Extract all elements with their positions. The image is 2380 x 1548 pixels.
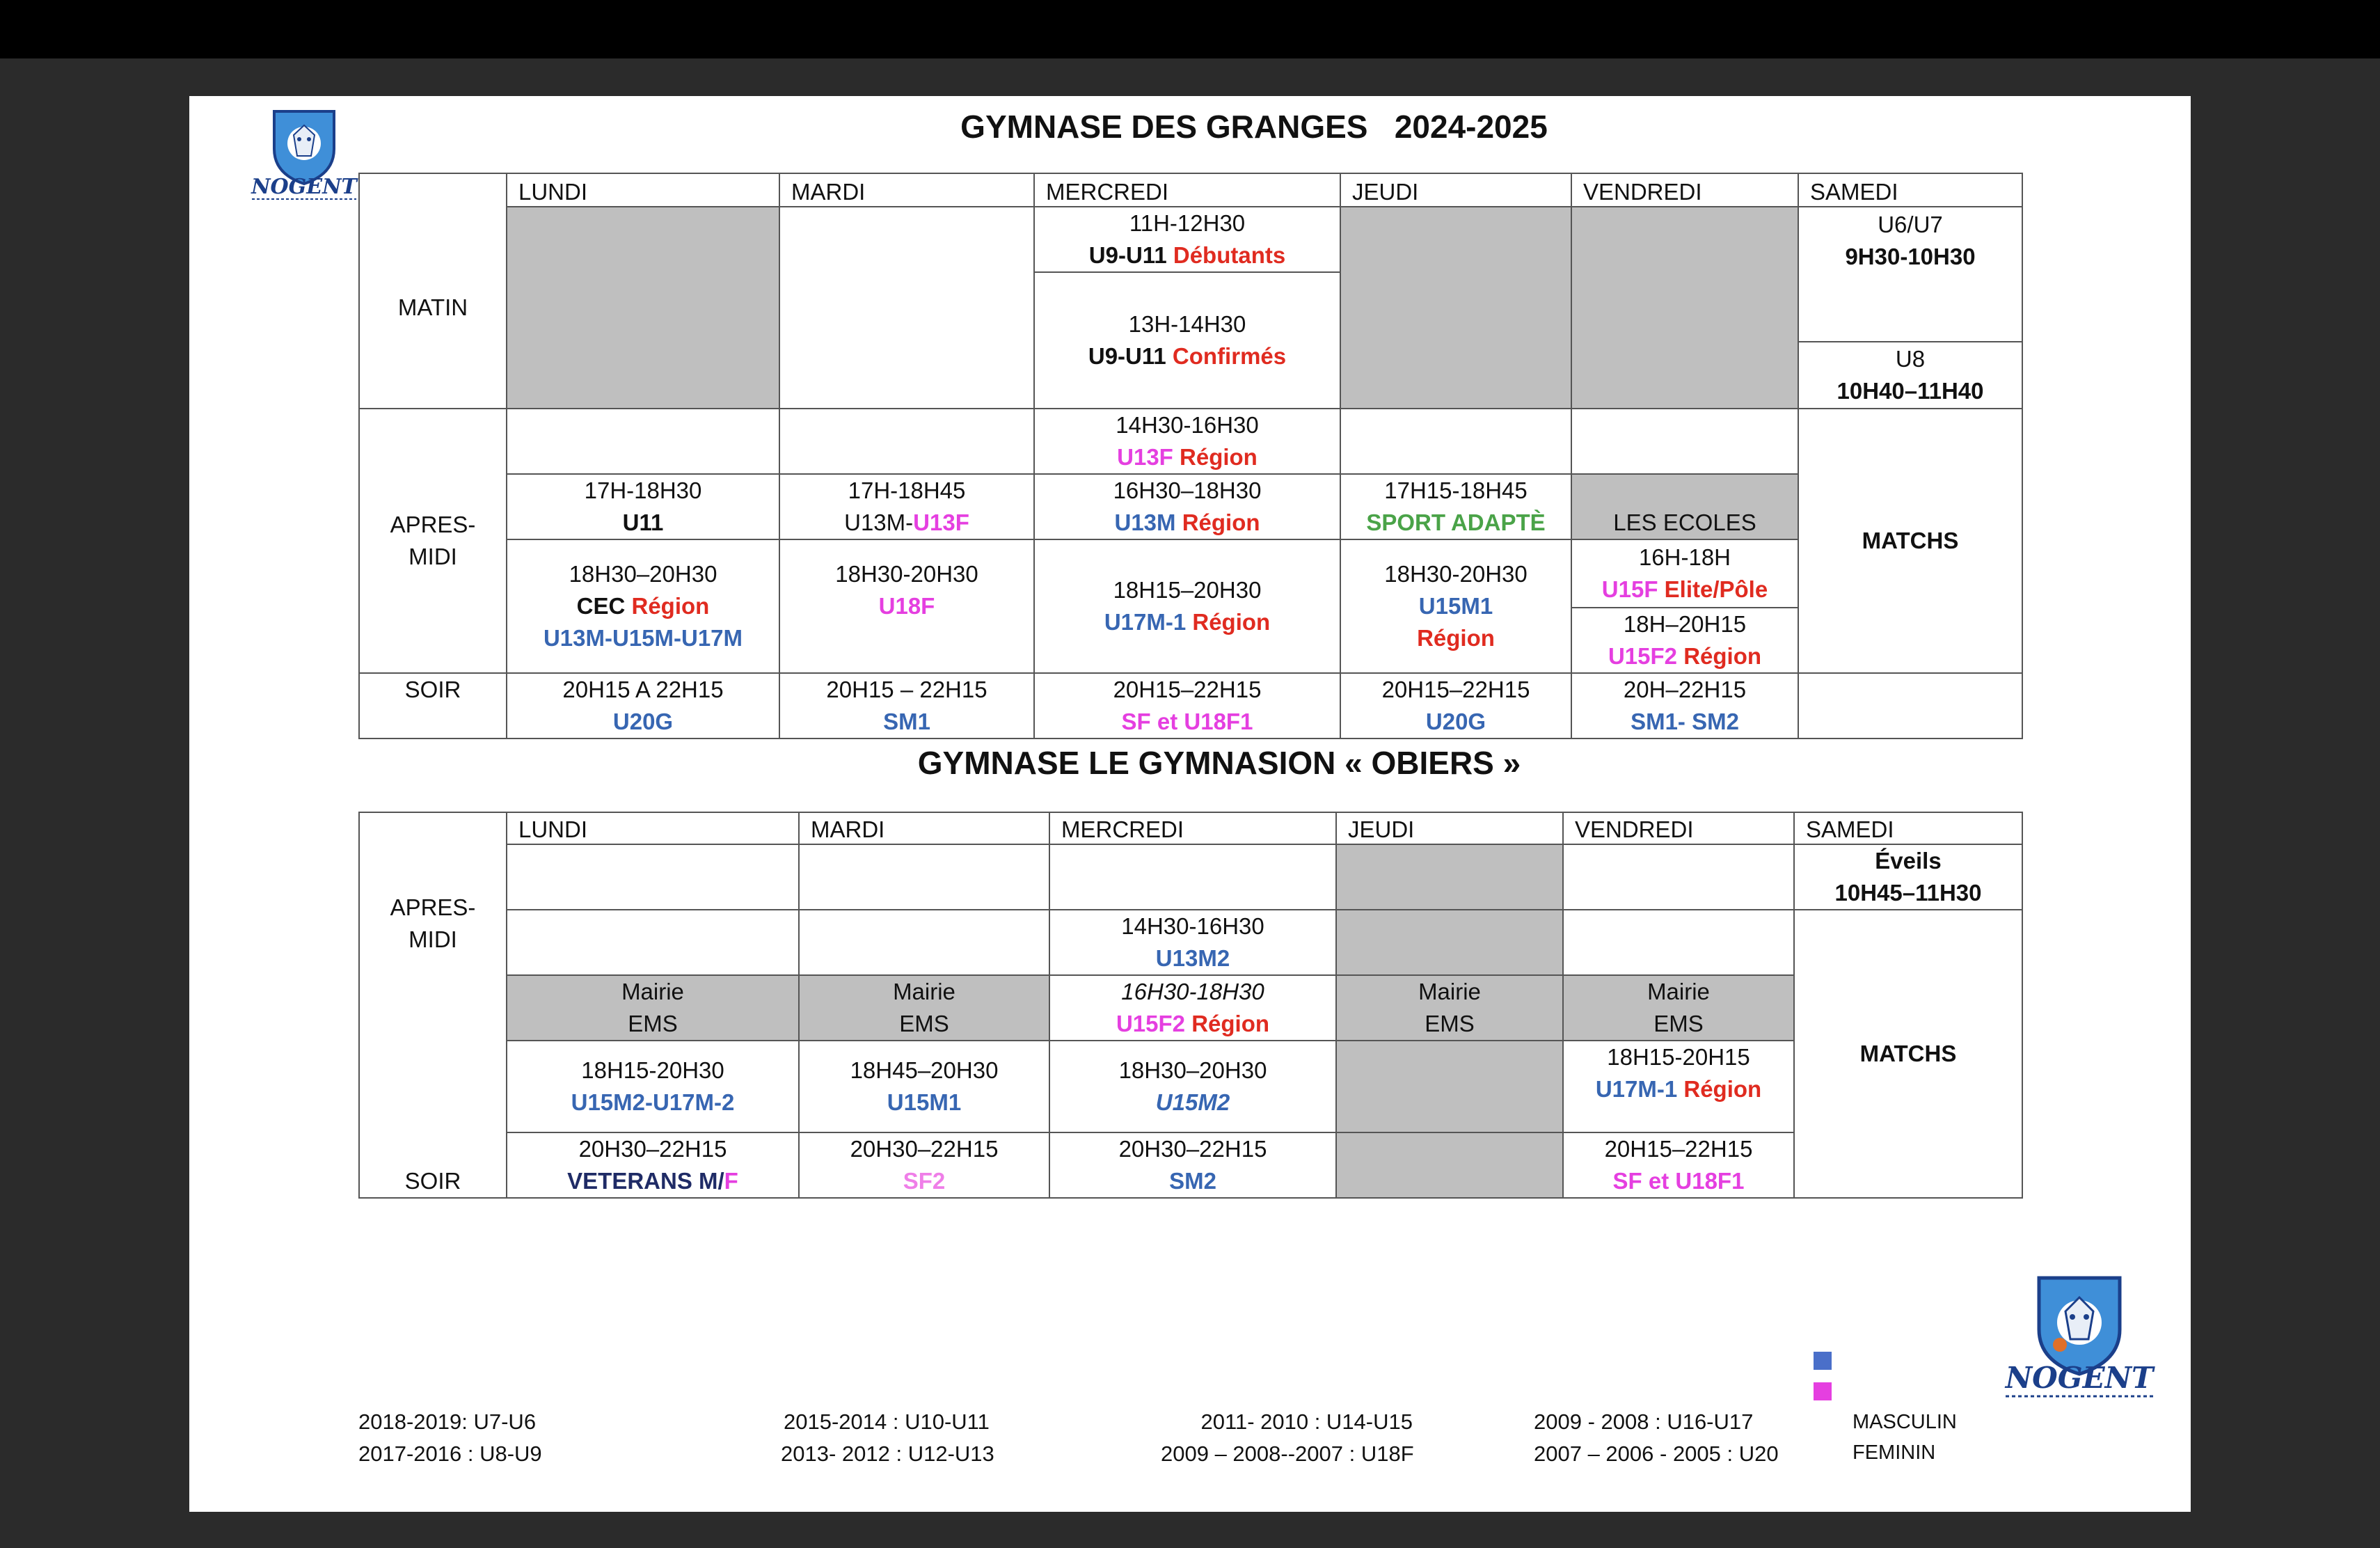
period-apres-midi: APRES- MIDI	[359, 409, 507, 673]
slot-lundi-apres-2: 17H-18H30 U11	[507, 474, 779, 539]
slot-samedi-matin-1: U6/U7 9H30-10H30	[1798, 207, 2022, 342]
cell-empty	[1049, 844, 1336, 910]
period-soir: SOIR	[359, 1132, 507, 1198]
period-matin: MATIN	[359, 207, 507, 409]
feminin-swatch	[1814, 1382, 1832, 1400]
slot-mercredi-3: 16H30-18H30 U15F2 Région	[1049, 975, 1336, 1041]
legend-col-1: 2018-2019: U7-U6 2017-2016 : U8-U9	[358, 1409, 542, 1466]
slot-samedi-matchs: MATCHS	[1798, 409, 2022, 673]
nogent-logo-top	[245, 107, 363, 205]
cell-empty	[507, 844, 799, 910]
slot-vendredi-apres-4: 18H–20H15 U15F2 Région	[1571, 608, 1798, 673]
legend-col-4: 2009 - 2008 : U16-U17 2007 – 2006 - 2005 : U20	[1534, 1409, 1779, 1466]
svg-text:NOGENT: NOGENT	[2005, 1361, 2154, 1395]
cell-empty	[1336, 910, 1563, 975]
cell-empty	[1336, 1041, 1563, 1132]
document-page	[189, 96, 2191, 1512]
header-mardi: MARDI	[779, 173, 1034, 207]
title-granges: GYMNASE DES GRANGES 2024-2025	[960, 109, 1548, 145]
slot-samedi-matchs: MATCHS	[1794, 910, 2022, 1198]
slot-mercredi-soir: 20H15–22H15 SF et U18F1	[1034, 673, 1340, 739]
cell-empty	[1571, 207, 1798, 409]
slot-mercredi-soir: 20H30–22H15 SM2	[1049, 1132, 1336, 1198]
slot-jeudi-soir: 20H15–22H15 U20G	[1340, 673, 1571, 739]
schedule-table-granges	[358, 173, 2023, 739]
cell-empty	[799, 844, 1049, 910]
header-samedi: SAMEDI	[1798, 173, 2022, 207]
cell-empty	[507, 910, 799, 975]
period-apres-midi: APRES- MIDI	[359, 844, 507, 1132]
slot-mercredi-apres-2: 16H30–18H30 U13M Région	[1034, 474, 1340, 539]
slot-lundi-4: 18H15-20H30 U15M2-U17M-2	[507, 1041, 799, 1132]
cell-empty	[1798, 673, 2022, 739]
slot-mardi-apres-2: 17H-18H45 U13M-U13F	[779, 474, 1034, 539]
header-lundi: LUNDI	[507, 173, 779, 207]
slot-vendredi-ecoles: LES ECOLES	[1571, 474, 1798, 539]
cell-empty	[779, 409, 1034, 474]
header-mercredi: MERCREDI	[1034, 173, 1340, 207]
legend-gender: MASCULIN FEMININ	[1853, 1411, 1957, 1464]
header-jeudi: JEUDI	[1336, 812, 1563, 844]
nogent-logo-bottom	[1996, 1272, 2163, 1402]
slot-mercredi-4: 18H30–20H30 U15M2	[1049, 1041, 1336, 1132]
slot-lundi-soir: 20H15 A 22H15 U20G	[507, 673, 779, 739]
header-mercredi: MERCREDI	[1049, 812, 1336, 844]
slot-jeudi-apres-2: 17H15-18H45 SPORT ADAPTÈ	[1340, 474, 1571, 539]
cell-empty	[1563, 844, 1794, 910]
masculin-swatch	[1814, 1352, 1832, 1370]
cell-empty	[507, 409, 779, 474]
header-samedi: SAMEDI	[1794, 812, 2022, 844]
slot-lundi-mairie: Mairie EMS	[507, 975, 799, 1041]
period-soir: SOIR	[359, 673, 507, 739]
legend-col-3: 2011- 2010 : U14-U15 2009 – 2008--2007 : U18F	[1161, 1409, 1414, 1466]
slot-mardi-soir: 20H15 – 22H15 SM1	[779, 673, 1034, 739]
header-vendredi: VENDREDI	[1563, 812, 1794, 844]
schedule-table-obiers	[358, 812, 2023, 1199]
slot-vendredi-apres-3: 16H-18H U15F Elite/Pôle	[1571, 539, 1798, 608]
legend-col-2: 2015-2014 : U10-U11 2013- 2012 : U12-U13	[781, 1409, 994, 1466]
slot-samedi-eveils: Éveils 10H45–11H30	[1794, 844, 2022, 910]
slot-mardi-apres-3: 18H30-20H30 U18F	[779, 539, 1034, 673]
cell-empty	[1563, 910, 1794, 975]
cell-empty	[1340, 409, 1571, 474]
slot-mardi-4: 18H45–20H30 U15M1	[799, 1041, 1049, 1132]
cell-empty	[1336, 844, 1563, 910]
slot-lundi-soir: 20H30–22H15 VETERANS M/F	[507, 1132, 799, 1198]
slot-jeudi-mairie: Mairie EMS	[1336, 975, 1563, 1041]
slot-mercredi-apres-1: 14H30-16H30 U13F Région	[1034, 409, 1340, 474]
cell-empty	[1571, 409, 1798, 474]
cell-empty	[779, 207, 1034, 409]
slot-mercredi-matin-1: 11H-12H30 U9-U11 Débutants	[1034, 207, 1340, 272]
header-lundi: LUNDI	[507, 812, 799, 844]
slot-jeudi-apres-3: 18H30-20H30 U15M1 Région	[1340, 539, 1571, 673]
header-vendredi: VENDREDI	[1571, 173, 1798, 207]
slot-lundi-apres-3: 18H30–20H30 CEC Région U13M-U15M-U17M	[507, 539, 779, 673]
svg-text:NOGENT: NOGENT	[251, 175, 357, 199]
slot-vendredi-soir: 20H–22H15 SM1- SM2	[1571, 673, 1798, 739]
slot-vendredi-4: 18H15-20H15 U17M-1 Région	[1563, 1041, 1794, 1132]
slot-samedi-matin-2: U8 10H40–11H40	[1798, 342, 2022, 409]
header-mardi: MARDI	[799, 812, 1049, 844]
viewer-top-bar	[0, 0, 2380, 58]
cell-empty	[799, 910, 1049, 975]
slot-mercredi-2: 14H30-16H30 U13M2	[1049, 910, 1336, 975]
cell-empty	[507, 207, 779, 409]
cell-empty	[1340, 207, 1571, 409]
slot-vendredi-soir: 20H15–22H15 SF et U18F1	[1563, 1132, 1794, 1198]
title-obiers: GYMNASE LE GYMNASION « OBIERS »	[917, 745, 1521, 781]
header-jeudi: JEUDI	[1340, 173, 1571, 207]
slot-mercredi-matin-2: 13H-14H30 U9-U11 Confirmés	[1034, 272, 1340, 409]
cell-empty	[1336, 1132, 1563, 1198]
slot-mardi-soir: 20H30–22H15 SF2	[799, 1132, 1049, 1198]
slot-mercredi-apres-3: 18H15–20H30 U17M-1 Région	[1034, 539, 1340, 673]
slot-mardi-mairie: Mairie EMS	[799, 975, 1049, 1041]
slot-vendredi-mairie: Mairie EMS	[1563, 975, 1794, 1041]
